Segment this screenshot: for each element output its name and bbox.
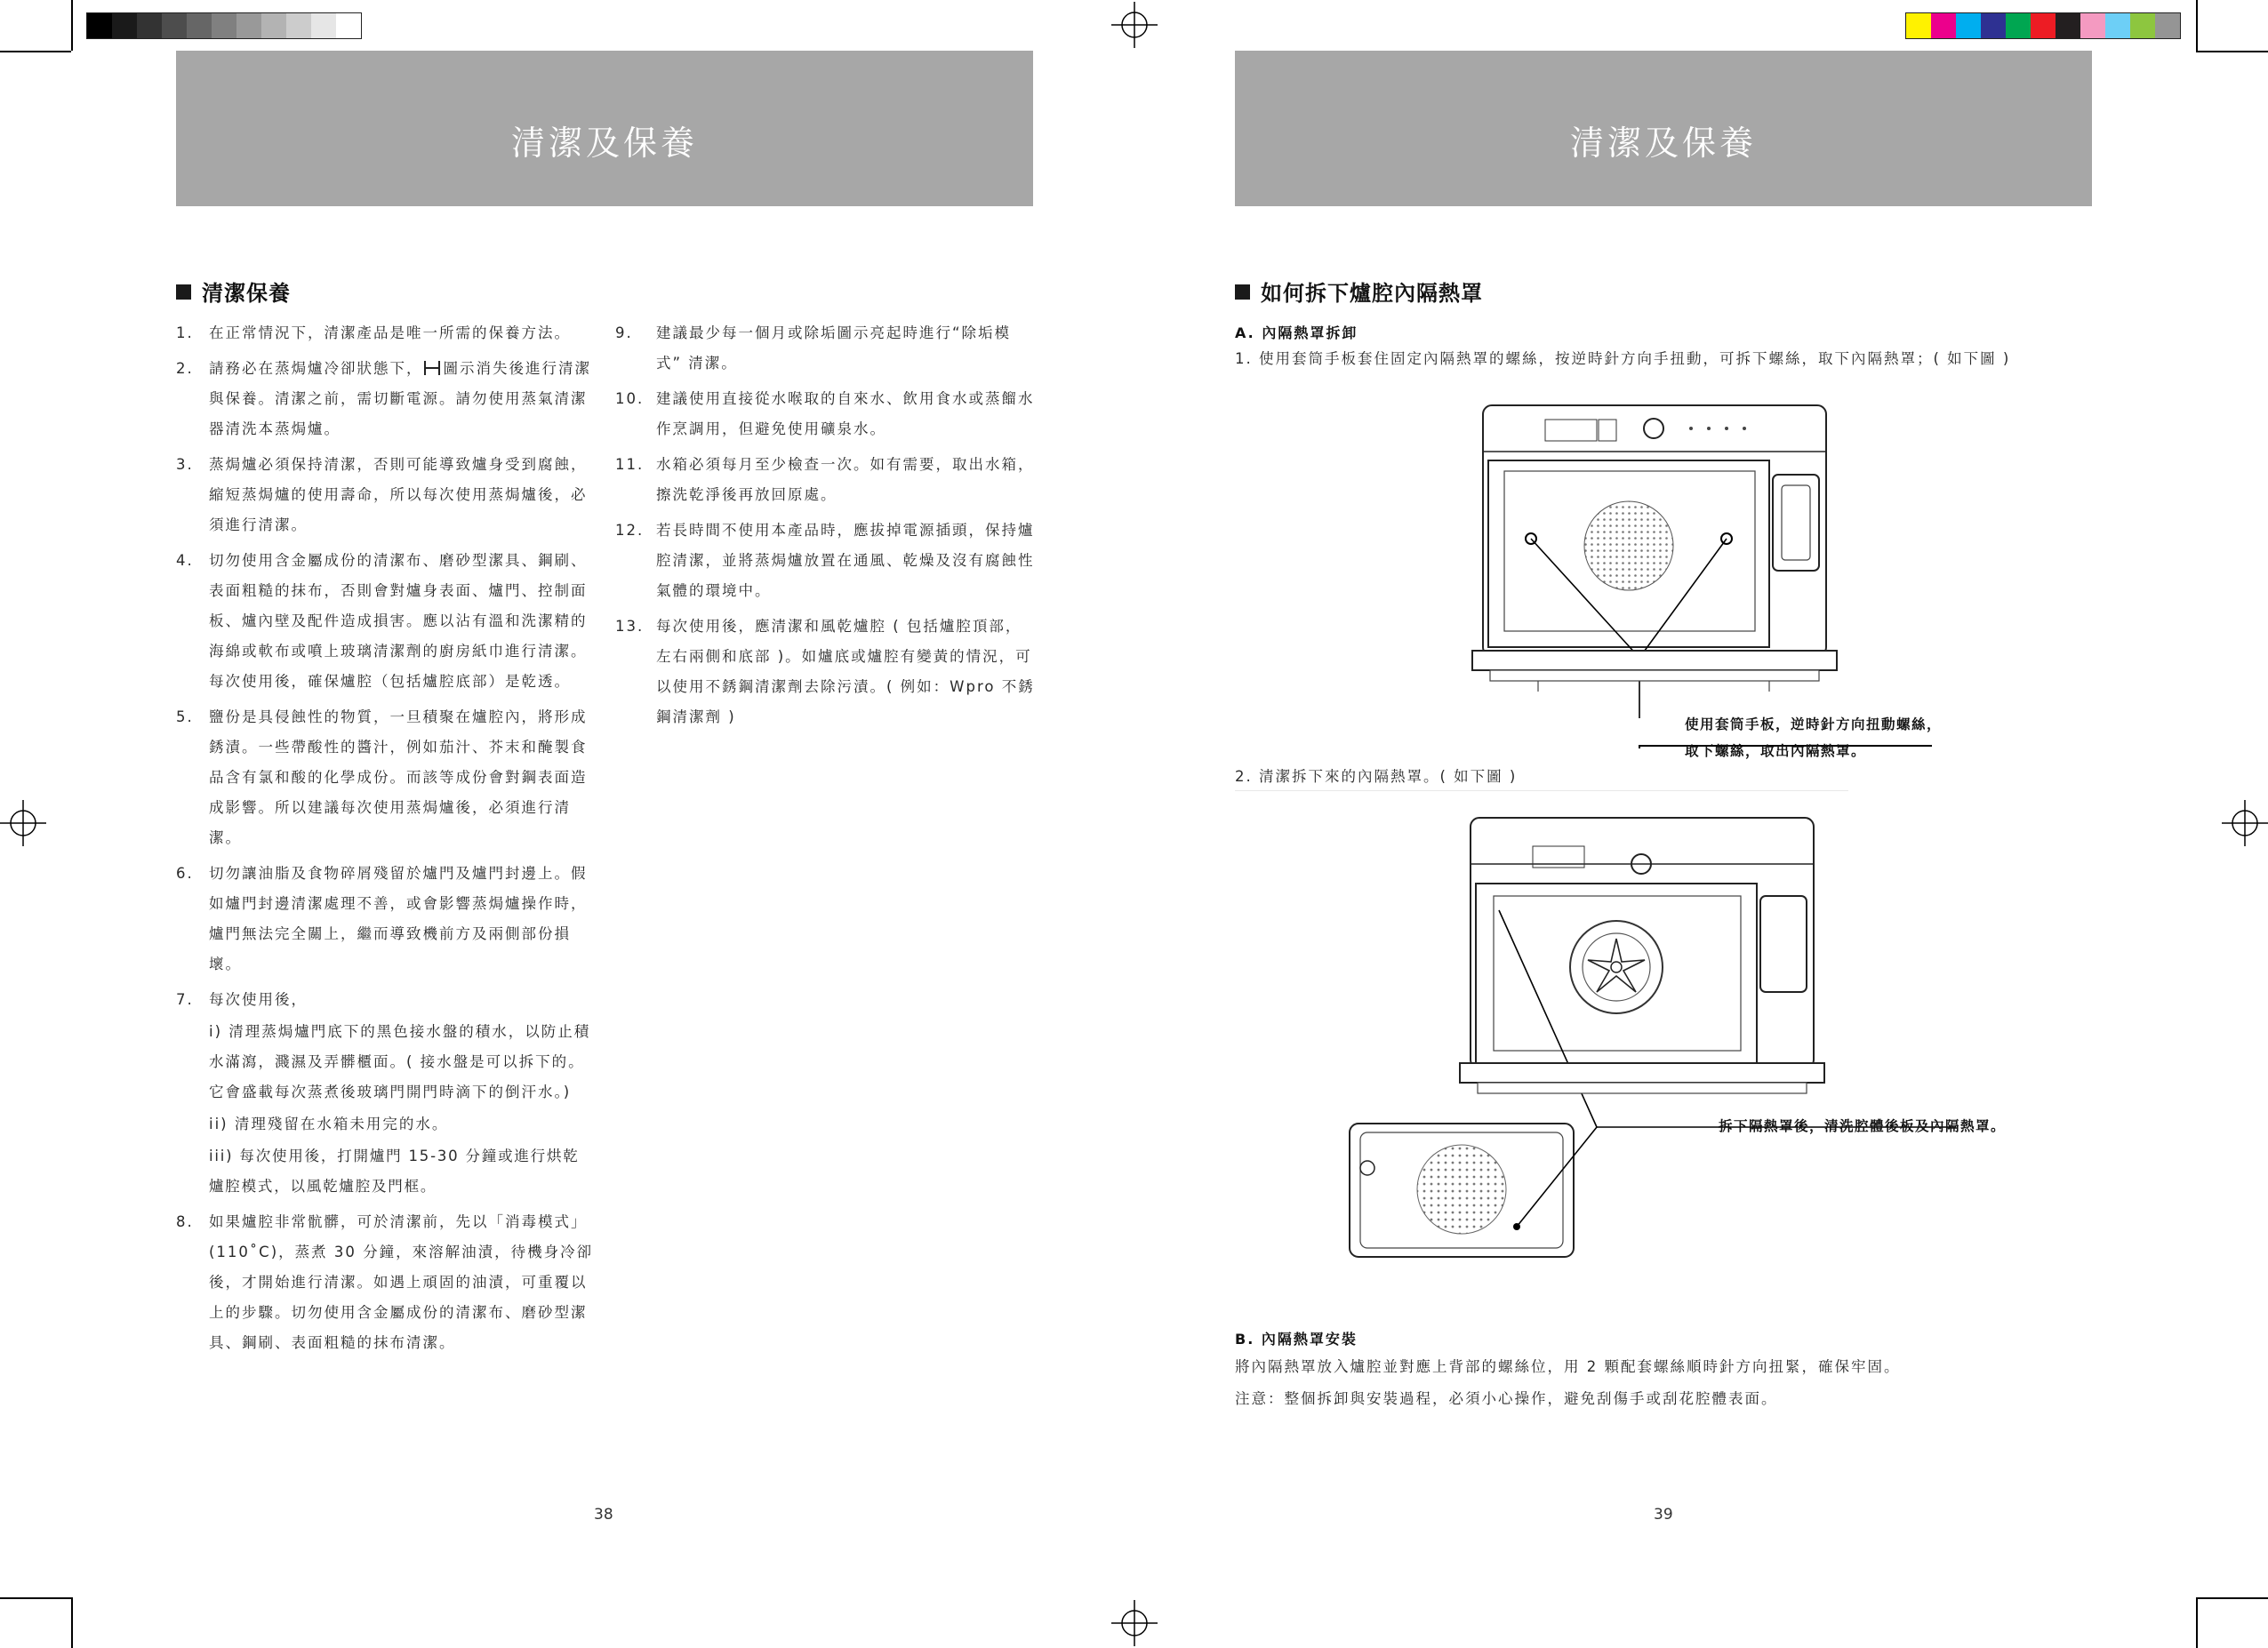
list-item <box>176 859 594 980</box>
list-number: 12. <box>615 522 645 539</box>
callout-text-2: 拆下隔熱罩後，清洗腔體後板及內隔熱罩。 <box>1719 1118 2007 1134</box>
left-header-bar <box>176 51 1033 206</box>
list-item <box>615 612 1035 732</box>
list-item <box>615 516 1035 606</box>
list-subitem: iii) 每次使用後，打開爐門 15-30 分鐘或進行烘乾爐腔模式，以風乾爐腔及門框。 <box>209 1148 580 1195</box>
gray-swatch <box>87 13 112 38</box>
list-text: 鹽份是具侵蝕性的物質，一旦積聚在爐腔內，將形成銹漬。一些帶酸性的醬汁，例如茄汁、芥末和醃製食品含有氯和酸的化學成份。而該等成份會對鋼表面造成影響。所以建議每次使用蒸焗爐後，必須進行清潔。 <box>209 708 588 846</box>
list-text: 水箱必須每月至少檢查一次。如有需要，取出水箱，擦洗乾淨後再放回原處。 <box>656 456 1035 503</box>
gray-swatch <box>112 13 137 38</box>
left-header-title: 清潔及保養 <box>510 124 698 163</box>
list-number: 6. <box>176 865 194 882</box>
cmyk-color-bar <box>1905 12 2181 39</box>
list-item <box>176 702 594 853</box>
heading-square-icon <box>176 284 191 300</box>
gray-swatch <box>236 13 261 38</box>
list-subitem: i) 清理蒸焗爐門底下的黑色接水盤的積水，以防止積水滿瀉，濺濕及弄髒櫃面。( 接水盤是可以拆下的。它會盛載每次蒸煮後玻璃門開門時滴下的倒汗水。) <box>209 1023 591 1100</box>
list-number: 9. <box>615 324 633 341</box>
callout-line-1-text: 使用套筒手板，逆時針方向扭動螺絲， <box>1685 716 1943 732</box>
list-number: 8. <box>176 1213 194 1230</box>
color-swatch <box>2105 13 2130 38</box>
right-page-number: 39 <box>1654 1506 1673 1524</box>
list-text: 若長時間不使用本產品時，應拔掉電源插頭，保持爐腔清潔，並將蒸焗爐放置在通風、乾燥及沒有腐蝕性氣體的環境中。 <box>656 522 1035 599</box>
color-swatch <box>2006 13 2031 38</box>
list-item <box>615 450 1035 510</box>
part-b-text: 將內隔熱罩放入爐腔並對應上背部的螺絲位，用 2 顆配套螺絲順時針方向扭緊，確保牢固。 <box>1235 1358 1901 1375</box>
left-section-title: 清潔保養 <box>202 281 291 306</box>
color-swatch <box>2056 13 2080 38</box>
right-header-bar <box>1235 51 2092 206</box>
list-text: 每次使用後，應清潔和風乾爐腔 ( 包括爐腔頂部，左右兩側和底部 )。如爐底或爐腔有變黃的情況，可以使用不銹鋼清潔劑去除污漬。( 例如：Wpro 不銹鋼清潔劑 ) <box>656 618 1035 725</box>
cleaning-list-col2 <box>615 318 1035 738</box>
list-number: 7. <box>176 991 194 1008</box>
oven-removal-diagram <box>1458 398 1849 718</box>
color-swatch <box>2130 13 2155 38</box>
list-item <box>176 354 594 444</box>
color-swatch <box>1931 13 1956 38</box>
callout-text-1 <box>1685 711 1942 764</box>
door-lock-icon <box>423 360 441 376</box>
list-item <box>176 985 594 1202</box>
color-swatch <box>1981 13 2006 38</box>
right-header-title: 清潔及保養 <box>1569 124 1757 163</box>
step-2-text: 2. 清潔拆下來的內隔熱罩。( 如下圖 ) <box>1235 768 1518 785</box>
part-b-title: B. 內隔熱罩安裝 <box>1235 1331 1358 1348</box>
callout-line-2-text: 取下螺絲，取出內隔熱罩。 <box>1685 743 1867 759</box>
gray-swatch <box>286 13 311 38</box>
gray-swatch <box>311 13 336 38</box>
list-number: 10. <box>615 390 645 407</box>
list-item <box>615 318 1035 379</box>
list-text: 請務必在蒸焗爐冷卻狀態下， <box>209 360 423 377</box>
right-section-title: 如何拆下爐腔內隔熱罩 <box>1261 281 1483 306</box>
color-swatch <box>2155 13 2180 38</box>
right-section-heading <box>1235 276 1483 307</box>
list-text: 在正常情況下，清潔產品是唯一所需的保養方法。 <box>209 324 571 341</box>
gray-swatch <box>137 13 162 38</box>
step-1-text: 1. 使用套筒手板套住固定內隔熱罩的螺絲，按逆時針方向手扭動，可拆下螺絲，取下內隔熱罩；( 如下圖 ) <box>1235 350 2011 367</box>
registration-mark-right <box>2222 800 2268 846</box>
color-swatch <box>1956 13 1981 38</box>
list-number: 3. <box>176 456 194 473</box>
gray-swatch <box>212 13 236 38</box>
list-number: 11. <box>615 456 645 473</box>
list-text: 圖示消失後進行清潔與保養。清潔之前，需切斷電源。請勿使用蒸氣清潔器清洗本蒸焗爐。 <box>209 360 591 437</box>
list-text: 蒸焗爐必須保持清潔，否則可能導致爐身受到腐蝕，縮短蒸焗爐的使用壽命，所以每次使用蒸焗爐後，必須進行清潔。 <box>209 456 588 533</box>
registration-mark-bottom <box>1111 1600 1158 1646</box>
heading-square-icon <box>1235 284 1250 300</box>
gray-swatch <box>187 13 212 38</box>
gray-swatch <box>261 13 286 38</box>
note-text: 注意：整個拆卸與安裝過程，必須小心操作，避免刮傷手或刮花腔體表面。 <box>1235 1390 1778 1407</box>
list-number: 1. <box>176 324 194 341</box>
list-number: 5. <box>176 708 194 725</box>
list-item <box>176 450 594 540</box>
cleaning-list-col1 <box>176 318 594 1364</box>
left-section-heading <box>176 276 291 307</box>
registration-mark-left <box>0 800 46 846</box>
list-number: 13. <box>615 618 645 635</box>
list-text: 切勿讓油脂及食物碎屑殘留於爐門及爐門封邊上。假如爐門封邊清潔處理不善，或會影響蒸焗爐操作時，爐門無法完全關上，繼而導致機前方及兩側部份損壞。 <box>209 865 588 972</box>
list-text: 建議使用直接從水喉取的自來水、飲用食水或蒸餾水作烹調用，但避免使用礦泉水。 <box>656 390 1035 437</box>
gray-swatch <box>162 13 187 38</box>
list-item <box>176 546 594 697</box>
color-swatch <box>2080 13 2105 38</box>
color-swatch <box>2031 13 2056 38</box>
registration-mark-top <box>1111 2 1158 48</box>
step-2-underline <box>1235 790 1848 791</box>
part-a-title: A. 內隔熱罩拆卸 <box>1235 324 1358 341</box>
list-item <box>176 1207 594 1358</box>
list-number: 4. <box>176 552 194 569</box>
color-swatch <box>1906 13 1931 38</box>
list-number: 2. <box>176 360 194 377</box>
left-page-number: 38 <box>594 1506 613 1524</box>
list-text: 建議最少每一個月或除垢圖示亮起時進行“除垢模式” 清潔。 <box>656 324 1012 372</box>
list-text: 切勿使用含金屬成份的清潔布、磨砂型潔具、鋼刷、表面粗糙的抹布，否則會對爐身表面、爐門、控制面板、爐內壁及配件造成損害。應以沾有溫和洗潔精的海綿或軟布或噴上玻璃清潔劑的廚房紙巾進行清潔。每次使用後，確保爐腔（包括爐腔底部）是乾透。 <box>209 552 588 690</box>
list-text: 每次使用後， <box>209 991 308 1008</box>
list-item <box>615 384 1035 444</box>
list-subitem: ii) 清理殘留在水箱未用完的水。 <box>209 1116 449 1132</box>
grayscale-color-bar <box>86 12 362 39</box>
list-item <box>176 318 594 348</box>
oven-cleaning-diagram <box>1342 811 2018 1273</box>
list-text: 如果爐腔非常骯髒，可於清潔前，先以「消毒模式」(110˚C)，蒸煮 30 分鐘，來溶解油漬，待機身冷卻後，才開始進行清潔。如遇上頑固的油漬，可重覆以上的步驟。切勿使用含金屬成份的清潔布、磨砂型潔具、鋼刷、表面粗糙的抹布清潔。 <box>209 1213 594 1351</box>
gray-swatch <box>336 13 361 38</box>
